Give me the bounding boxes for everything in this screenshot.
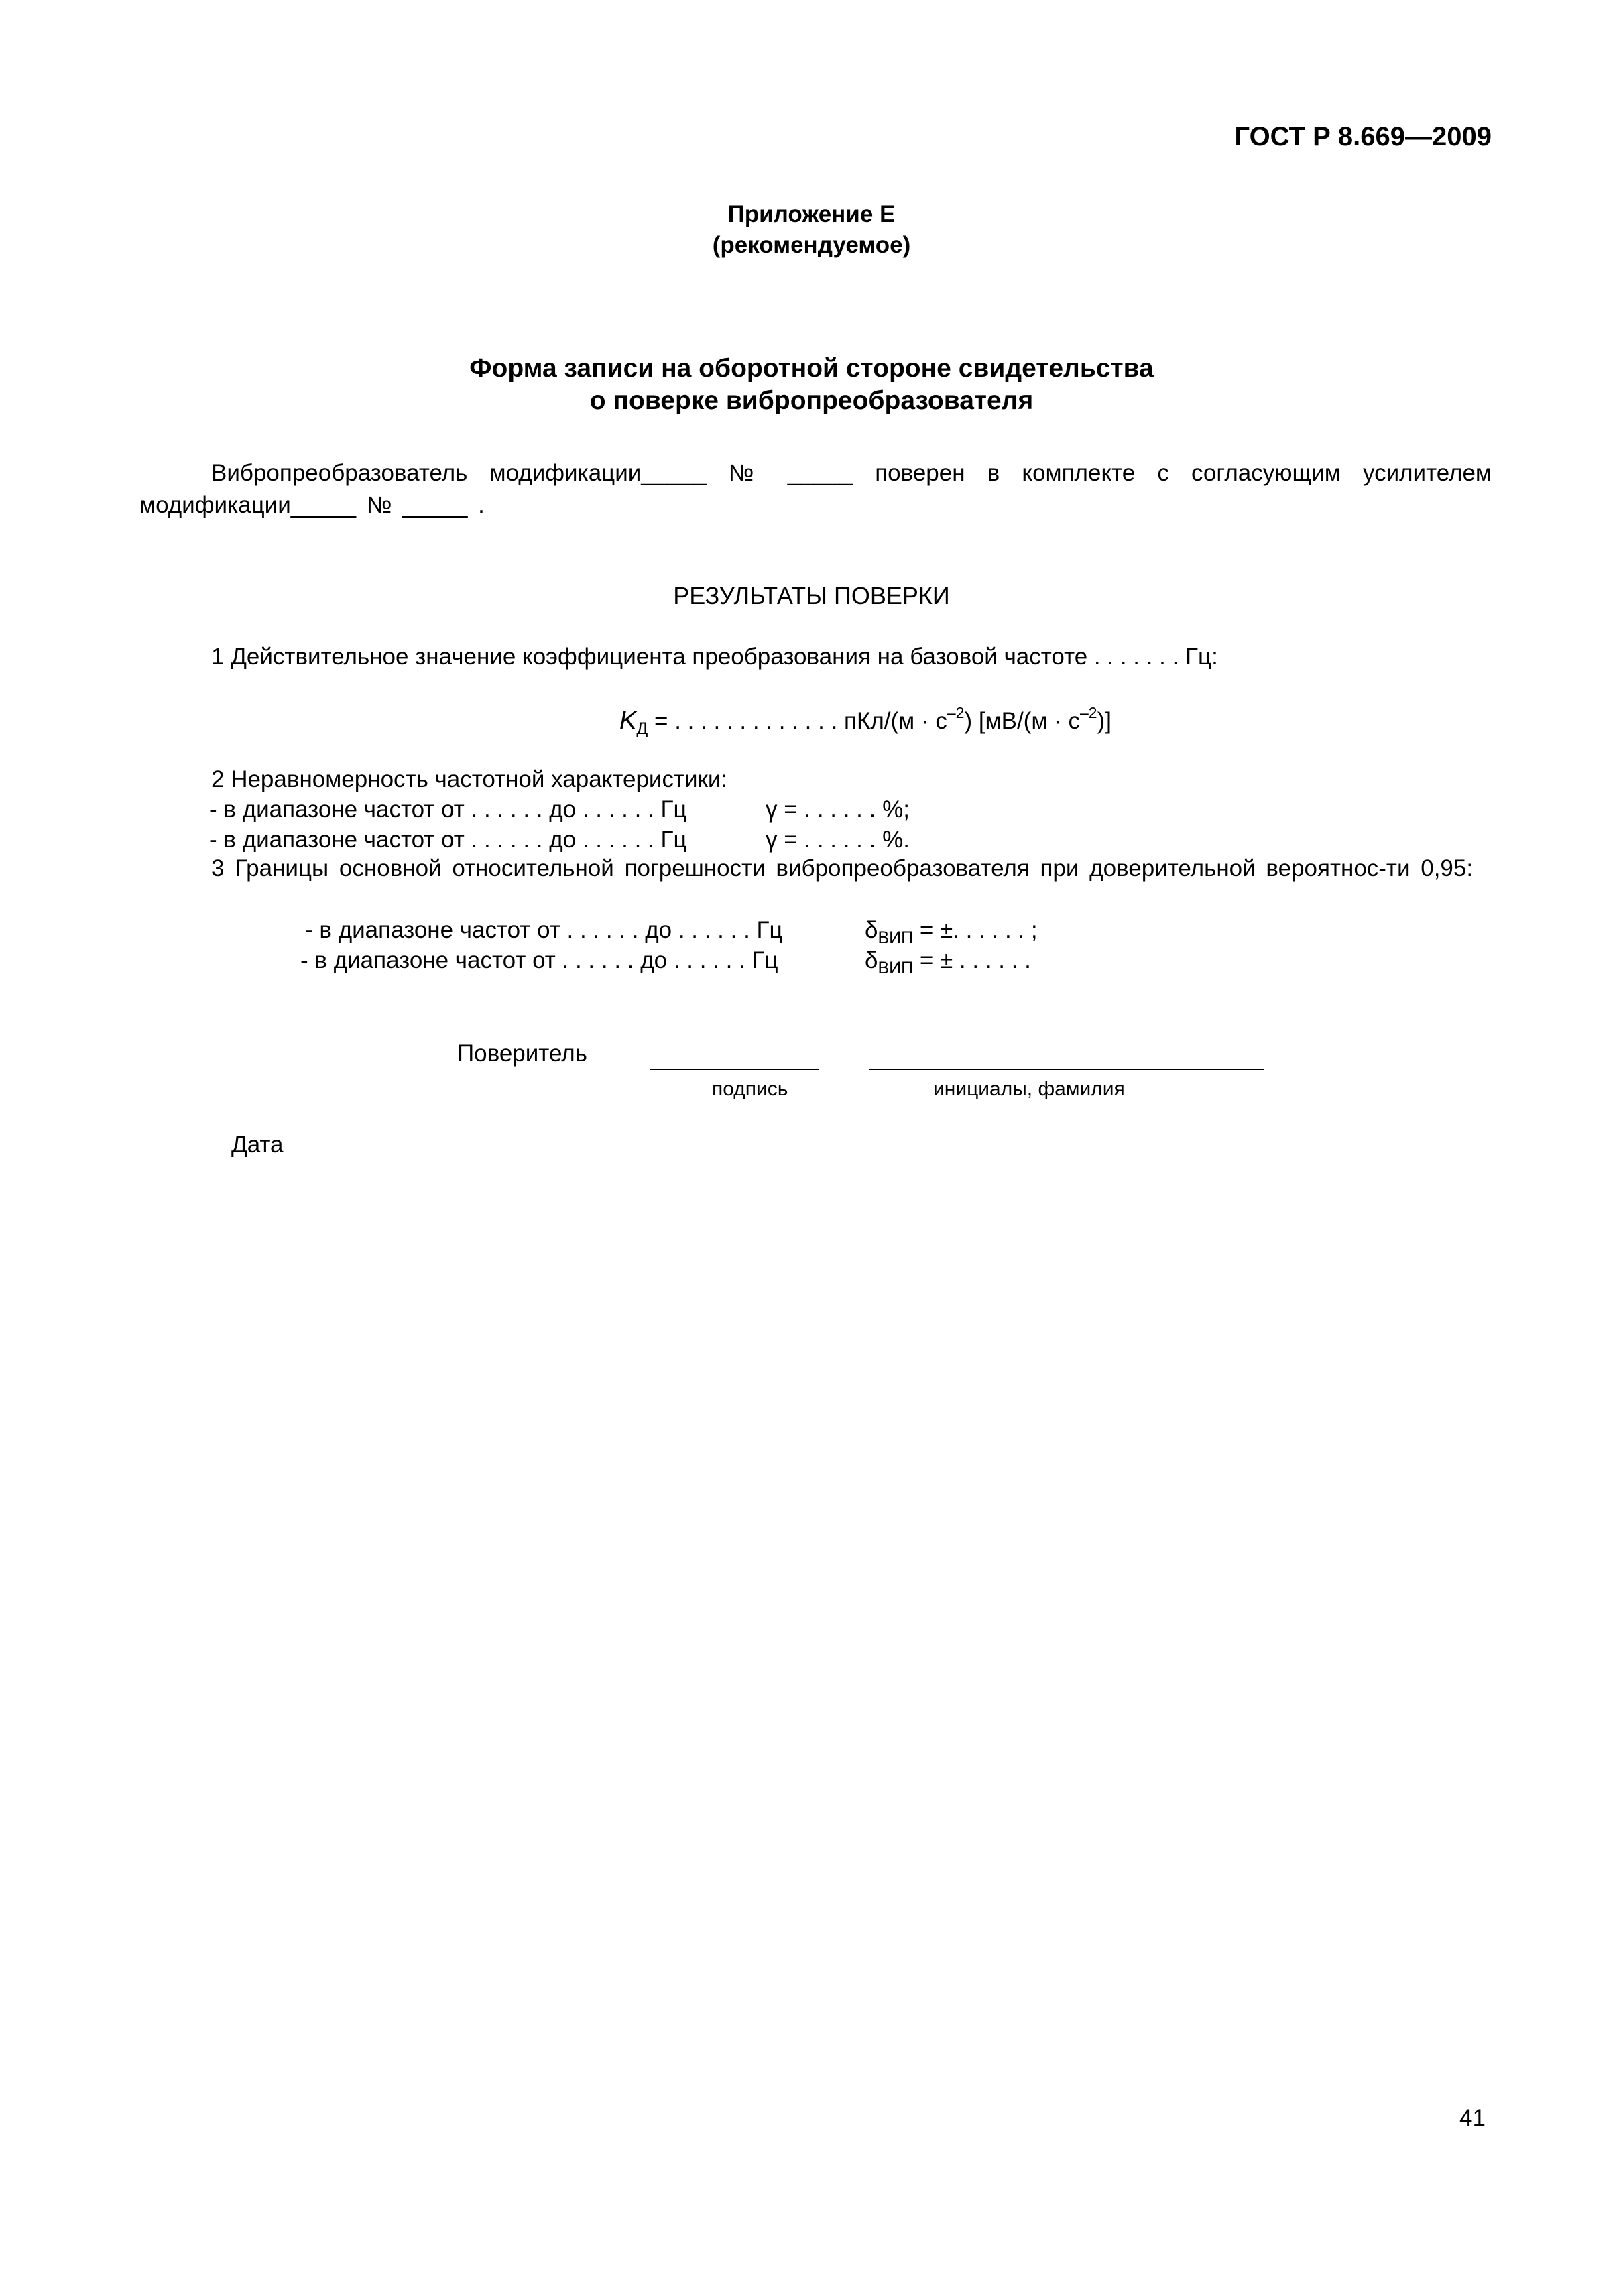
page-number: 41 (1459, 2105, 1486, 2131)
standard-code: ГОСТ Р 8.669—2009 (1234, 122, 1492, 152)
date-label: Дата (231, 1132, 284, 1158)
signature-line (650, 1069, 819, 1070)
signature-caption: подпись (712, 1078, 788, 1100)
results-heading: РЕЗУЛЬТАТЫ ПОВЕРКИ (673, 582, 950, 609)
item-3-text: 3 Границы основной относительной погрешности вибропреобразователя при доверительной вероятнос-ти 0,95: (211, 855, 1474, 882)
name-line (869, 1069, 1264, 1070)
item-3-row-1-range: - в диапазоне частот от . . . . . . до . . . . . . Гц (305, 917, 783, 943)
item-2-row-2-range: - в диапазоне частот от . . . . . . до . . . . . . Гц (209, 827, 687, 853)
item-1-formula (619, 704, 1111, 739)
name-caption: инициалы, фамилия (933, 1078, 1125, 1100)
formula-symbol: K (619, 707, 637, 735)
formula-exponent-2: –2 (1080, 704, 1097, 721)
item-2-row-2-value: γ = . . . . . . %. (766, 827, 910, 853)
item-3-row-2-range: - в диапазоне частот от . . . . . . до . . . . . . Гц (300, 947, 778, 973)
annex-title: Приложение Е (727, 201, 896, 227)
form-title-line-1: Форма записи на оборотной стороне свидетельства (469, 354, 1154, 383)
item-2-title: 2 Неравномерность частотной характеристики: (211, 766, 728, 792)
form-title-line-2: о поверке вибропреобразователя (589, 386, 1034, 415)
delta-subscript: ВИП (878, 959, 914, 977)
formula-middle: ) [мВ/(м · с (964, 708, 1080, 734)
item-3-row-1-value (865, 917, 1038, 948)
intro-paragraph: Вибропреобразователь модификации_____ № _____ поверен в комплекте с согласующим усилителем модификации_____ № _____ . (139, 460, 1492, 518)
delta-subscript: ВИП (878, 928, 914, 947)
item-2-row-1-value: γ = . . . . . . %; (766, 796, 910, 823)
delta-symbol: δ (865, 917, 878, 943)
item-1-text: 1 Действительное значение коэффициента преобразования на базовой частоте . . . . . . . Гц: (211, 644, 1218, 670)
annex-kind: (рекомендуемое) (712, 232, 911, 258)
verifier-label: Поверитель (457, 1040, 587, 1067)
item-2-row-1-range: - в диапазоне частот от . . . . . . до . . . . . . Гц (209, 796, 687, 823)
formula-exponent-1: –2 (947, 704, 965, 721)
formula-end: )] (1097, 708, 1111, 734)
delta-symbol: δ (865, 947, 878, 973)
delta-value: = ± . . . . . . (913, 947, 1031, 973)
formula-subscript: Д (636, 719, 648, 738)
formula-equals: = . . . . . . . . . . . . . пКл/(м · с (654, 708, 947, 734)
item-3-row-2-value (865, 947, 1031, 978)
delta-value: = ±. . . . . . ; (913, 917, 1038, 943)
